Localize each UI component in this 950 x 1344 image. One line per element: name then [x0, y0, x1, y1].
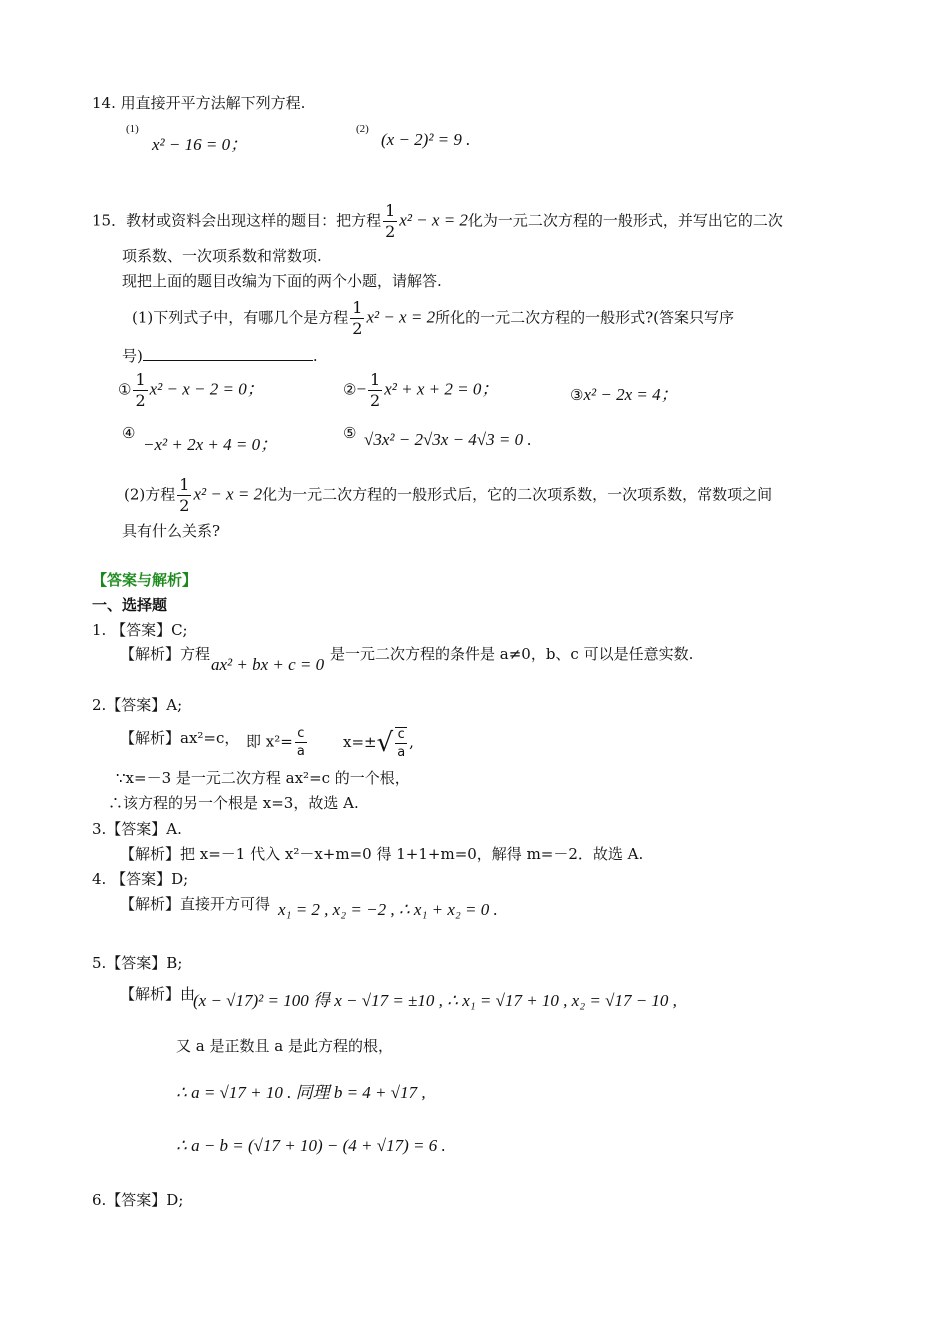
q15-stem-line2: 项系数、一次项系数和常数项. — [122, 247, 322, 265]
answer-2-line3: ∴该方程的另一个根是 x=3，故选 A. — [108, 794, 359, 812]
fraction-half: $\frac{1}{2}$ — [385, 201, 396, 241]
answer-5-line3: ∴ a = √17 + 10 . 同理 b = 4 + √17 , — [176, 1083, 426, 1102]
answer-2-l1b-text: 即 x²= — [246, 732, 293, 751]
answer-blank[interactable] — [143, 346, 313, 361]
q15-sub1-pre: (1)下列式子中，有哪几个是方程 — [132, 308, 349, 327]
q15-sub1-equation: x² − x = 2 — [366, 307, 436, 327]
answer-1-head: 1. 【答案】C; — [92, 621, 188, 639]
fraction-half: $\frac{1}{2}$ — [135, 370, 146, 410]
answer-5-equation: (x − √17)² = 100 得 x − √17 = ±10 , ∴ x₁ = √17 + 10 , x₂ = √17 − 10 , — [193, 991, 677, 1010]
answer-1-body — [120, 643, 210, 664]
option-2-equation: x² + x + 2 = 0； — [384, 379, 499, 399]
answer-2-l1a: 【解析】ax²=c， — [120, 729, 240, 747]
option-4 — [122, 424, 135, 442]
answer-2-l1c-text: x=± — [343, 733, 377, 751]
answer-3-body: 【解析】把 x=－1 代入 x²－x+m=0 得 1+1+m=0，解得 m=－2．故选 A. — [120, 845, 644, 863]
option-3-equation: x² − 2x = 4； — [583, 385, 678, 404]
option-5-equation: √3x² − 2√3x − 4√3 = 0 . — [364, 430, 532, 449]
frac-num: c — [295, 727, 307, 743]
option-1-equation: x² − x − 2 = 0； — [149, 379, 264, 399]
answers-heading: 【答案与解析】 — [92, 571, 198, 589]
answer-2-head: 2.【答案】A; — [92, 696, 183, 714]
q15-stem-post: 化为一元二次方程的一般形式，并写出它的二次 — [467, 211, 783, 230]
answer-1-pre: 【解析】方程 — [120, 645, 211, 663]
section-choice-heading: 一、选择题 — [92, 596, 168, 614]
q15-sub2-line2: 具有什么关系? — [122, 522, 221, 540]
fraction-c-over-a — [295, 727, 307, 758]
answer-5-head: 5.【答案】B; — [92, 954, 183, 972]
option-5 — [343, 424, 356, 442]
option-3-num: ③ — [570, 386, 584, 404]
q15-sub2-line1 — [124, 477, 772, 514]
fraction-half: $\frac{1}{2}$ — [370, 370, 381, 410]
answer-5-pre: 【解析】由 — [120, 985, 196, 1003]
q14-part2-label: (2) — [356, 123, 369, 135]
q15-sub1-end: . — [312, 347, 318, 365]
answer-4-pre: 【解析】直接开方可得 — [120, 895, 271, 913]
sqrt-c-over-a: √ $\frac{c}{a}$ — [376, 727, 406, 760]
frac-den: a — [296, 744, 305, 759]
q14-stem: 14. 用直接开平方法解下列方程. — [92, 94, 306, 112]
q14-part1-label: (1) — [126, 123, 139, 135]
q14-part1-equation: x² − 16 = 0； — [152, 135, 248, 154]
q15-sub1-label: 号) — [122, 347, 143, 365]
answer-5-line4: ∴ a − b = (√17 + 10) − (4 + √17) = 6 . — [176, 1136, 446, 1155]
q15-sub1-post: 所化的一元二次方程的一般形式?(答案只写序 — [435, 308, 734, 327]
answer-1-equation: ax² + bx + c = 0 — [211, 655, 325, 674]
answer-2-line1 — [120, 727, 239, 748]
option-3 — [570, 380, 678, 405]
answer-6-head: 6.【答案】D; — [92, 1191, 184, 1209]
q15-stem-line1 — [92, 203, 783, 240]
q15-sub2-equation: x² − x = 2 — [193, 484, 263, 504]
fraction-half: $\frac{1}{2}$ — [179, 475, 190, 515]
option-4-equation: −x² + 2x + 4 = 0； — [143, 435, 278, 454]
fraction-half: $\frac{1}{2}$ — [352, 298, 363, 338]
q15-sub2-post: 化为一元二次方程的一般形式后，它的二次项系数，一次项系数，常数项之间 — [262, 485, 773, 504]
option-4-num: ④ — [122, 424, 136, 442]
answer-2-l1b — [246, 727, 309, 758]
answer-5-line2: 又 a 是正数且 a 是此方程的根， — [176, 1037, 393, 1055]
option-2-num: ② — [343, 380, 357, 399]
answer-1-post: 是一元二次方程的条件是 a≠0，b、c 可以是任意实数. — [330, 645, 694, 663]
option-5-num: ⑤ — [343, 424, 357, 442]
q15-stem-line3: 现把上面的题目改编为下面的两个小题，请解答. — [122, 272, 442, 290]
q15-stem-pre: 15．教材或资料会出现这样的题目：把方程 — [92, 211, 382, 230]
option-1 — [118, 372, 264, 409]
answer-4-equation: x₁ = 2 , x₂ = −2 , ∴ x₁ + x₂ = 0 . — [278, 900, 498, 919]
option-1-num: ① — [118, 380, 132, 399]
option-2: ②− $\frac{1}{2}$ x² + x + 2 = 0； — [343, 370, 499, 410]
answer-3-head: 3.【答案】A. — [92, 820, 182, 838]
q15-sub1-line1 — [132, 300, 734, 337]
q14-part2-equation: (x − 2)² = 9 . — [381, 130, 471, 149]
q15-stem-equation: x² − x = 2 — [399, 210, 468, 230]
answer-4-head: 4. 【答案】D; — [92, 870, 189, 888]
answer-2-line2: ∵x=－3 是一元二次方程 ax²=c 的一个根， — [116, 769, 410, 787]
q15-sub1-line2 — [122, 345, 318, 366]
q15-sub2-pre: (2)方程 — [124, 485, 176, 504]
answer-2-l1c: x=±√ $\frac{c}{a}$ , — [343, 727, 414, 760]
